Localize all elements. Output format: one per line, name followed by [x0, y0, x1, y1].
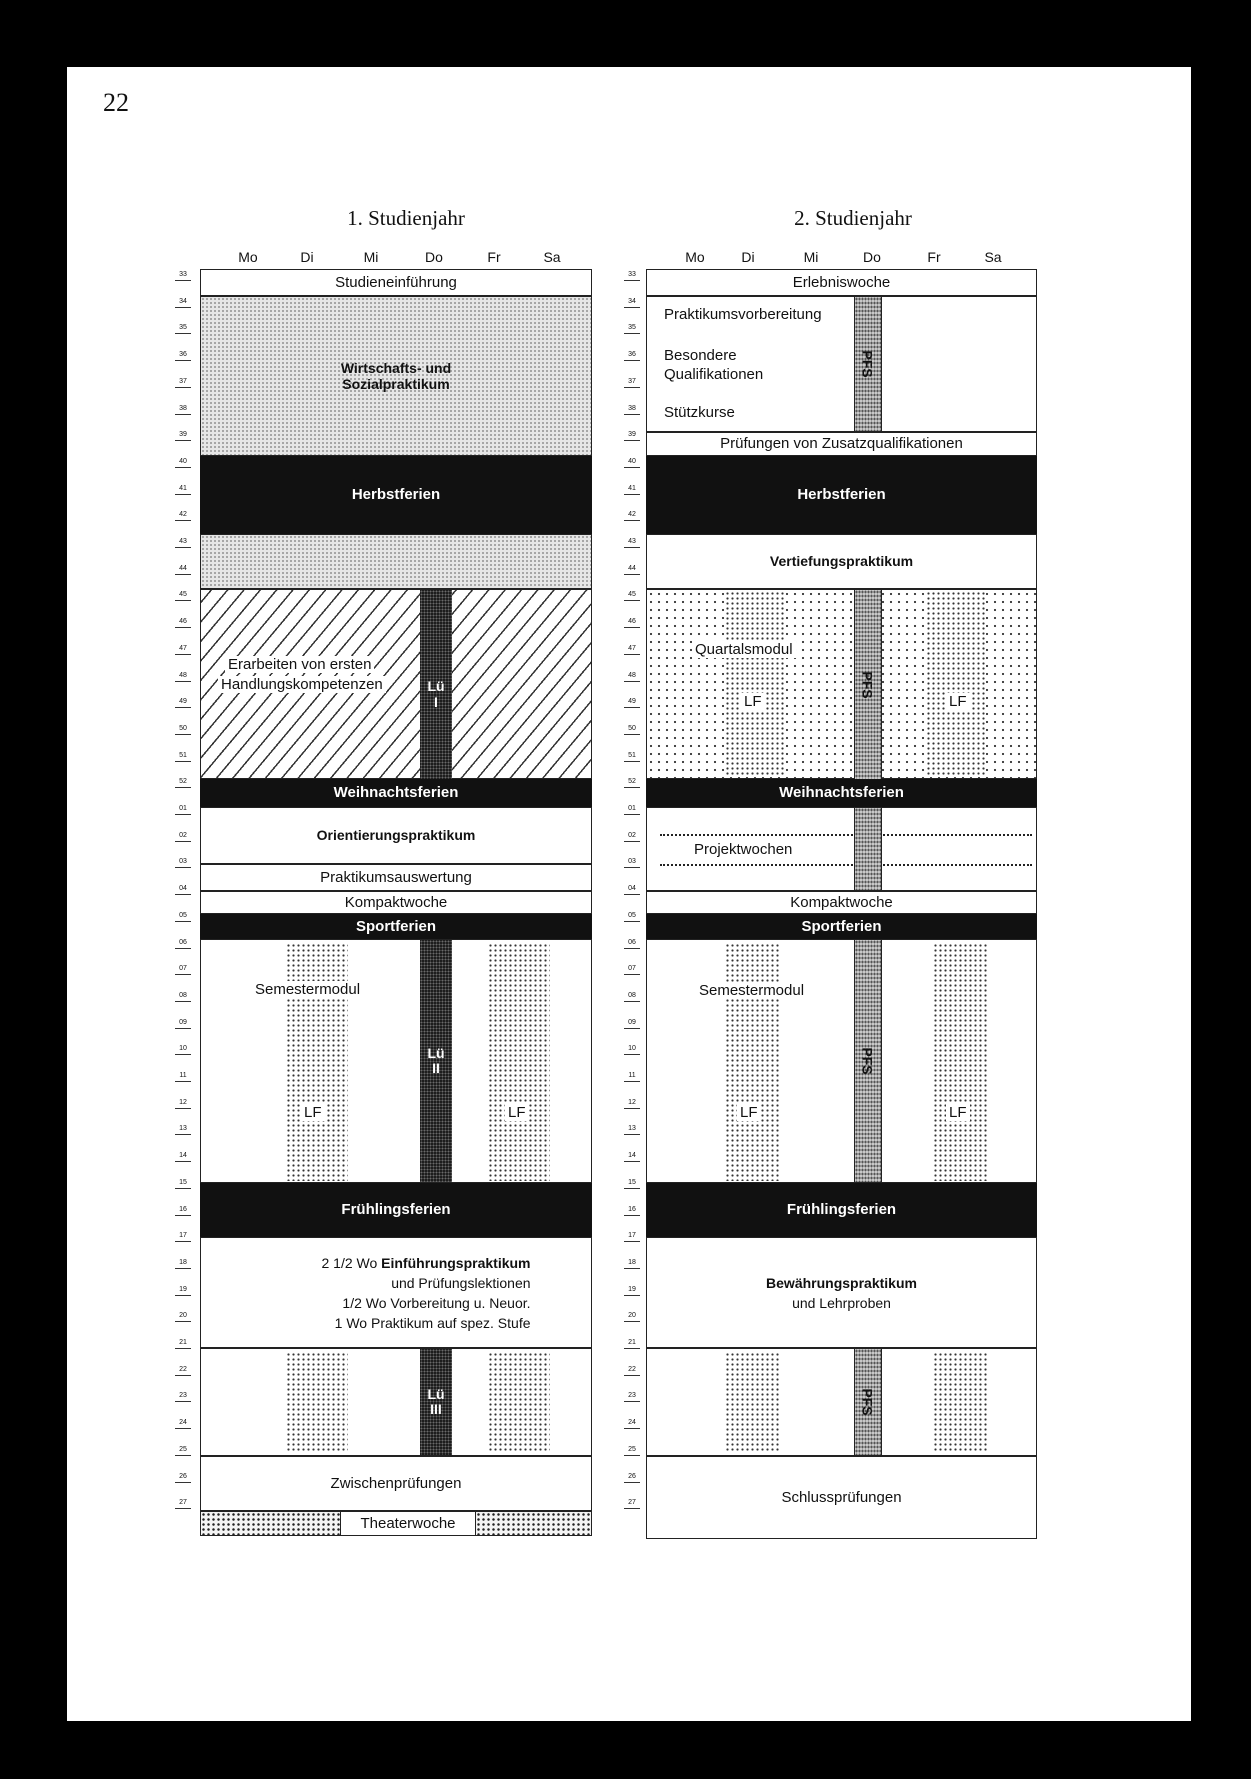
week-number: 39 [624, 430, 640, 441]
einf-line3: 1/2 Wo Vorbereitung u. Neuor. [342, 1294, 531, 1311]
lf-label: LF [741, 693, 765, 710]
weekday-sa: Sa [984, 249, 1002, 265]
bar-pfs [854, 590, 882, 779]
week-number: 13 [624, 1124, 640, 1135]
block-weihnachtsferien [646, 779, 1037, 807]
block-label: Frühlingsferien [341, 1201, 451, 1219]
week-number: 07 [175, 964, 191, 975]
week-number: 48 [624, 671, 640, 682]
week-number: 40 [175, 457, 191, 468]
week-number: 47 [175, 644, 191, 655]
week-number: 50 [624, 724, 640, 735]
week-number: 14 [175, 1151, 191, 1162]
quartalsmodul-label: Quartalsmodul [692, 641, 796, 658]
week-number: 36 [624, 350, 640, 361]
block-vertiefungspraktikum [646, 534, 1037, 589]
weekday-fr: Fr [487, 249, 501, 265]
weekday-fr: Fr [927, 249, 941, 265]
week-number: 26 [624, 1472, 640, 1483]
bar-label: Lü I [427, 678, 445, 710]
week-number: 20 [624, 1311, 640, 1322]
week-number: 34 [624, 297, 640, 308]
block-label: Vertiefungspraktikum [769, 553, 914, 570]
block-schlusspruefungen [646, 1456, 1037, 1539]
week-number: 46 [175, 617, 191, 628]
week-number: 03 [624, 857, 640, 868]
erarbeiten-label-line2: Handlungskompetenzen [218, 676, 386, 693]
week-number: 16 [175, 1205, 191, 1216]
besondere-label-line1: Besondere [664, 347, 737, 364]
erarbeiten-label-line1: Erarbeiten von ersten [225, 656, 374, 673]
week-number: 21 [624, 1338, 640, 1349]
week-number: 06 [175, 938, 191, 949]
week-number: 45 [624, 590, 640, 601]
block-label: Weihnachtsferien [779, 784, 904, 802]
bar-lue-1 [420, 590, 452, 779]
block-label: Sportferien [355, 917, 436, 935]
lf-label: LF [946, 1104, 970, 1121]
week-number: 03 [175, 857, 191, 868]
page-number: 22 [103, 88, 129, 117]
week-number: 02 [175, 831, 191, 842]
week-number: 52 [624, 777, 640, 788]
bar-label: PFS [860, 1388, 877, 1416]
week-number: 11 [624, 1071, 640, 1082]
lf-strip [286, 943, 348, 1181]
einf-line4: 1 Wo Praktikum auf spez. Stufe [334, 1314, 531, 1331]
week-number: 45 [175, 590, 191, 601]
week-number: 50 [175, 724, 191, 735]
week-number: 26 [175, 1472, 191, 1483]
week-number: 35 [175, 323, 191, 334]
week-number: 07 [624, 964, 640, 975]
week-number: 48 [175, 671, 191, 682]
week-number: 46 [624, 617, 640, 628]
week-number: 49 [624, 697, 640, 708]
lf-label: LF [505, 1104, 529, 1121]
weekday-mi: Mi [363, 249, 379, 265]
week-number: 01 [175, 804, 191, 815]
praktikumsvorbereitung-label: Praktikumsvorbereitung [664, 306, 822, 323]
besondere-label-line2: Qualifikationen [664, 366, 764, 383]
week-number: 22 [175, 1365, 191, 1376]
block-fruehlingsferien [200, 1183, 592, 1237]
bar-pfs [854, 1349, 882, 1455]
bar-pfs [854, 808, 882, 890]
block-label: Herbstferien [351, 486, 441, 504]
block-praktikumsauswertung [200, 864, 592, 891]
block-fruehlingsferien [646, 1183, 1037, 1237]
lf-strip [933, 1352, 989, 1452]
week-number: 41 [624, 484, 640, 495]
weekday-mi: Mi [803, 249, 819, 265]
block-orientierungspraktikum [200, 807, 592, 864]
weekday-mo: Mo [685, 249, 705, 265]
semestermodul-label: Semestermodul [252, 981, 363, 998]
weekday-do: Do [863, 249, 881, 265]
block-studieneinfuehrung [200, 269, 592, 296]
lf-label: LF [301, 1104, 325, 1121]
bar-lue-3 [420, 1349, 452, 1455]
week-number: 08 [624, 991, 640, 1002]
week-number: 52 [175, 777, 191, 788]
lf-strip [926, 591, 986, 777]
bar-pfs [854, 940, 882, 1182]
week-number: 33 [624, 270, 640, 281]
week-number: 25 [624, 1445, 640, 1456]
bar-label: Lü II [427, 1044, 445, 1076]
block-herbstferien [200, 456, 592, 534]
block-grain-fill [200, 534, 592, 589]
projektwochen-label: Projektwochen [694, 841, 793, 858]
block-erlebniswoche [646, 269, 1037, 296]
bar-lue-2 [420, 940, 452, 1182]
week-number: 23 [175, 1391, 191, 1402]
block-label: Weihnachtsferien [333, 784, 459, 802]
block-wirtschaftspraktikum [200, 296, 592, 456]
week-number: 17 [175, 1231, 191, 1242]
week-number: 14 [624, 1151, 640, 1162]
week-number: 06 [624, 938, 640, 949]
week-number: 08 [175, 991, 191, 1002]
block-herbstferien [646, 456, 1037, 534]
week-number: 19 [624, 1285, 640, 1296]
block-weihnachtsferien [200, 779, 592, 807]
week-number: 04 [624, 884, 640, 895]
week-number: 05 [175, 911, 191, 922]
week-number: 40 [624, 457, 640, 468]
bar-label: PFS [860, 1047, 877, 1075]
stuetzkurse-label: Stützkurse [664, 404, 735, 421]
week-number: 43 [175, 537, 191, 548]
week-number: 10 [175, 1044, 191, 1055]
block-label: Prüfungen von Zusatzqualifikationen [720, 435, 963, 453]
week-number: 09 [175, 1018, 191, 1029]
bar-label: Lü III [427, 1385, 445, 1417]
block-pruefungen-zusatz [646, 432, 1037, 456]
block-kompaktwoche [646, 891, 1037, 914]
week-number: 10 [624, 1044, 640, 1055]
week-number: 21 [175, 1338, 191, 1349]
week-number: 39 [175, 430, 191, 441]
block-label: Theaterwoche [360, 1514, 456, 1532]
week-number: 51 [624, 751, 640, 762]
week-number: 12 [624, 1098, 640, 1109]
week-number: 11 [175, 1071, 191, 1082]
week-number: 22 [624, 1365, 640, 1376]
block-label: Studieneinführung [335, 273, 457, 291]
week-number: 24 [175, 1418, 191, 1429]
week-number: 44 [175, 564, 191, 575]
week-number: 05 [624, 911, 640, 922]
week-number: 18 [624, 1258, 640, 1269]
lehrproben-label: und Lehrproben [792, 1294, 891, 1311]
bar-label: PFS [860, 670, 877, 699]
week-number: 09 [624, 1018, 640, 1029]
block-label: Erlebniswoche [792, 273, 891, 291]
block-bewaehrungspraktikum [646, 1237, 1037, 1348]
week-number: 04 [175, 884, 191, 895]
weekday-di: Di [300, 249, 314, 265]
block-sportferien [646, 914, 1037, 939]
week-number: 20 [175, 1311, 191, 1322]
week-number: 42 [175, 510, 191, 521]
week-number: 49 [175, 697, 191, 708]
block-label: Kompaktwoche [344, 893, 448, 911]
einf-line2: und Prüfungslektionen [391, 1274, 531, 1291]
theaterwoche-label-box [340, 1511, 476, 1536]
week-number: 12 [175, 1098, 191, 1109]
week-number: 44 [624, 564, 640, 575]
year-1-title: 1. Studienjahr [347, 206, 465, 230]
week-number: 01 [624, 804, 640, 815]
block-label: Zwischenprüfungen [330, 1474, 462, 1492]
week-number: 24 [624, 1418, 640, 1429]
week-number: 42 [624, 510, 640, 521]
week-number: 17 [624, 1231, 640, 1242]
week-number: 19 [175, 1285, 191, 1296]
lf-strip [286, 1352, 348, 1452]
week-number: 18 [175, 1258, 191, 1269]
block-sportferien [200, 914, 592, 939]
week-number: 38 [624, 404, 640, 415]
block-label: Sportferien [801, 917, 882, 935]
lf-strip [933, 943, 989, 1181]
week-number: 33 [175, 270, 191, 281]
block-einfuehrungspraktikum [200, 1237, 592, 1348]
einf-line1-b: Einführungspraktikum [381, 1254, 531, 1271]
week-number: 47 [624, 644, 640, 655]
bar-pfs [854, 297, 882, 431]
week-number: 25 [175, 1445, 191, 1456]
week-number: 43 [624, 537, 640, 548]
block-label-line: Wirtschafts- und [340, 359, 452, 376]
week-number: 02 [624, 831, 640, 842]
weekday-do: Do [425, 249, 443, 265]
year-2-title: 2. Studienjahr [794, 206, 912, 230]
lf-label: LF [946, 693, 970, 710]
lf-strip [725, 943, 781, 1181]
week-number: 27 [175, 1498, 191, 1509]
week-number: 36 [175, 350, 191, 361]
block-label: Frühlingsferien [786, 1201, 897, 1219]
week-number: 23 [624, 1391, 640, 1402]
lf-strip [725, 1352, 781, 1452]
weekday-sa: Sa [543, 249, 561, 265]
week-number: 34 [175, 297, 191, 308]
week-number: 37 [624, 377, 640, 388]
weekday-di: Di [741, 249, 755, 265]
block-zwischenpruefungen [200, 1456, 592, 1511]
bewaehrung-label: Bewährungspraktikum [766, 1274, 917, 1291]
week-number: 13 [175, 1124, 191, 1135]
week-number: 38 [175, 404, 191, 415]
week-number: 15 [624, 1178, 640, 1189]
bar-label: PFS [860, 350, 877, 378]
week-number: 35 [624, 323, 640, 334]
block-label: Orientierungspraktikum [316, 827, 476, 844]
block-label: Herbstferien [797, 486, 886, 504]
block-label: Schlussprüfungen [781, 1488, 902, 1506]
lf-label: LF [737, 1104, 761, 1121]
week-number: 16 [624, 1205, 640, 1216]
lf-strip [488, 943, 550, 1181]
week-number: 37 [175, 377, 191, 388]
block-kompaktwoche [200, 891, 592, 914]
week-number: 51 [175, 751, 191, 762]
week-number: 15 [175, 1178, 191, 1189]
semestermodul-label: Semestermodul [696, 982, 807, 999]
lf-strip [488, 1352, 550, 1452]
week-number: 41 [175, 484, 191, 495]
block-label: Praktikumsauswertung [320, 868, 472, 886]
week-number: 27 [624, 1498, 640, 1509]
lf-strip [725, 591, 785, 777]
block-label: Kompaktwoche [790, 893, 893, 911]
weekday-mo: Mo [238, 249, 258, 265]
einf-line1-a: 2 1/2 Wo [321, 1254, 382, 1271]
block-label-line: Sozialpraktikum [342, 376, 450, 392]
